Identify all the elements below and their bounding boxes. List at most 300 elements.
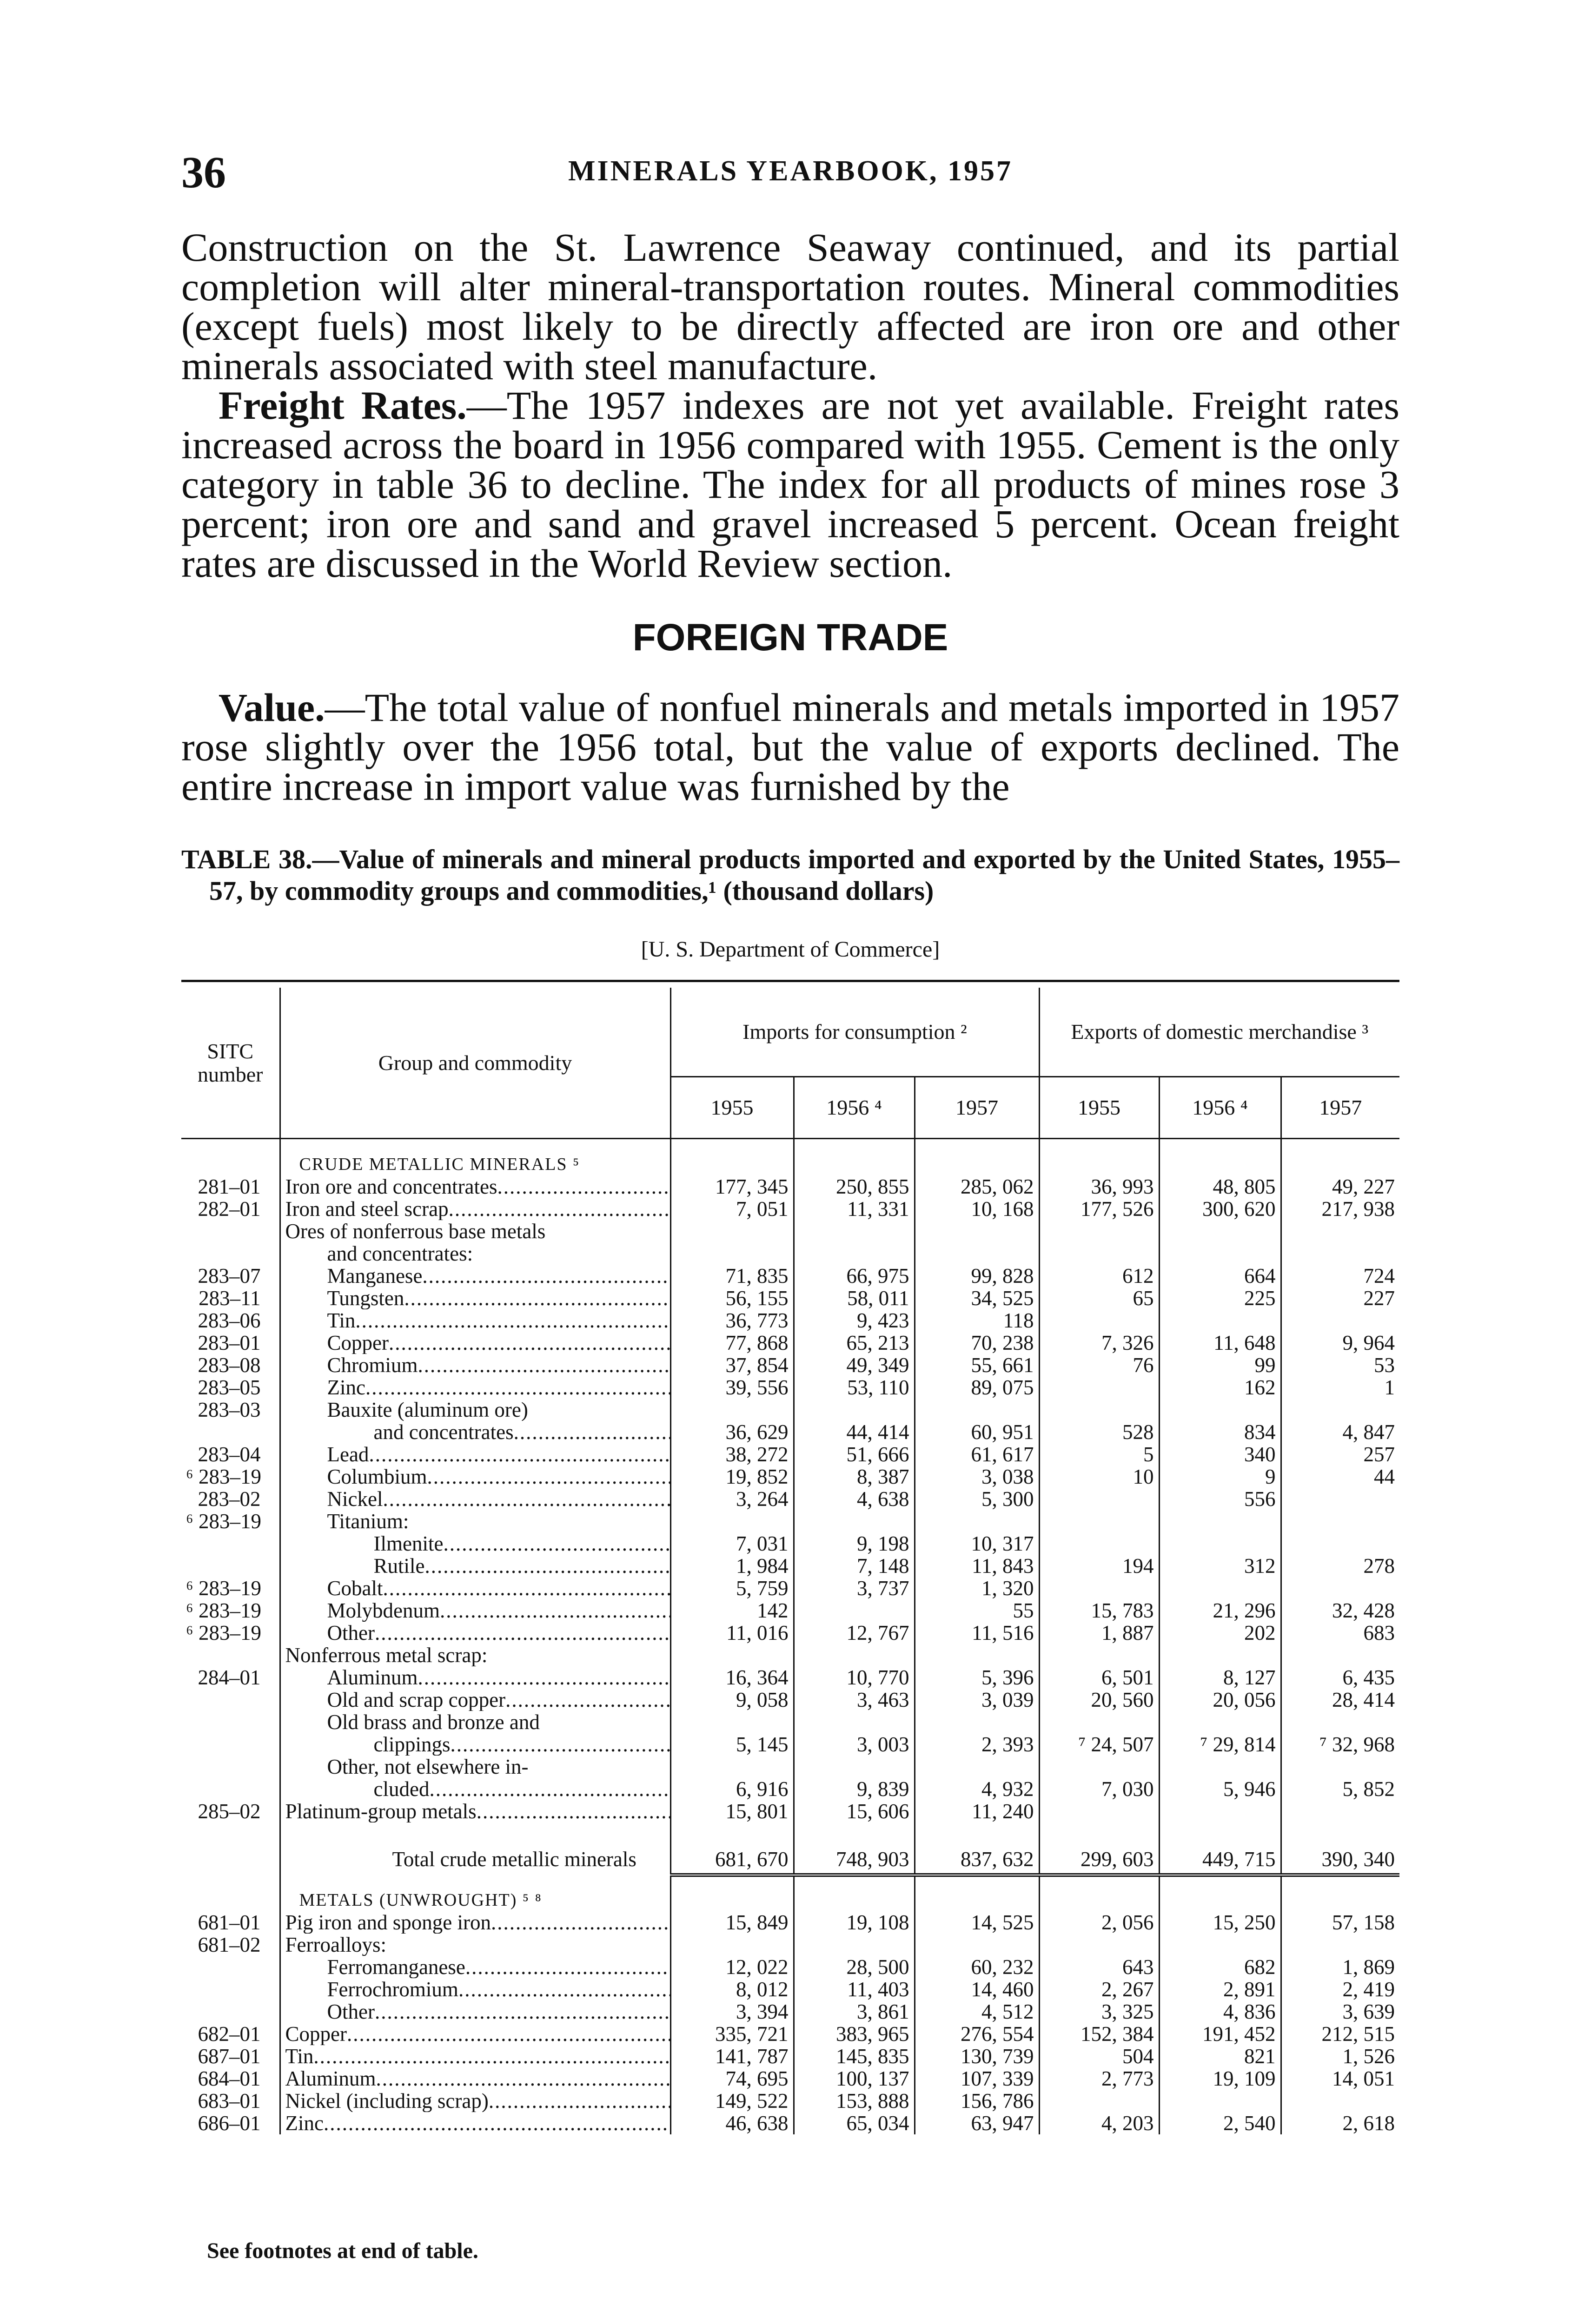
sitc-number: ⁶ 283–19 — [186, 1599, 261, 1622]
value-cell: 7, 326 — [1039, 1332, 1159, 1354]
commodity-name: Cobalt ..... — [327, 1577, 671, 1599]
commodity-name: and concentrates: — [327, 1242, 473, 1265]
commodity-name: Other ..... — [327, 2000, 671, 2023]
sitc-number: 283–11 — [199, 1287, 261, 1309]
value-cell: 4, 932 — [915, 1778, 1039, 1800]
total-value: 299, 603 — [1039, 1822, 1159, 1875]
value-cell: 141, 787 — [670, 2045, 794, 2067]
value-cell: 528 — [1039, 1421, 1159, 1443]
value-cell: 51, 666 — [794, 1443, 915, 1466]
value-cell: 5, 759 — [670, 1577, 794, 1599]
value-cell: 212, 515 — [1281, 2023, 1399, 2045]
table-row — [181, 1265, 1399, 1287]
value-cell — [1281, 1577, 1399, 1599]
sitc-number: 283–07 — [198, 1265, 261, 1287]
value-cell: 9, 058 — [670, 1689, 794, 1711]
value-cell: 71, 835 — [670, 1265, 794, 1287]
sitc-number: 282–01 — [198, 1198, 261, 1220]
value-cell: 278 — [1281, 1555, 1399, 1577]
commodity-name: Iron ore and concentrates ..... — [285, 1175, 671, 1198]
sitc-number — [181, 1644, 280, 1666]
sitc-number: 684–01 — [198, 2067, 261, 2090]
table-row — [181, 1599, 1399, 1622]
total-value: 837, 632 — [915, 1822, 1039, 1875]
commodity-name: Other, not elsewhere in- — [327, 1756, 529, 1778]
commodity-name: Chromium ..... — [327, 1354, 671, 1376]
value-cell — [1159, 2090, 1281, 2112]
commodity-name: Molybdenum ..... — [327, 1599, 671, 1622]
value-cell: 10, 770 — [794, 1666, 915, 1689]
value-cell: 11, 016 — [670, 1622, 794, 1644]
value-cell: 300, 620 — [1159, 1198, 1281, 1220]
value-cell: 1, 869 — [1281, 1956, 1399, 1978]
value-cell: 2, 056 — [1039, 1911, 1159, 1934]
sitc-number — [181, 1778, 280, 1800]
value-cell: 3, 325 — [1039, 2000, 1159, 2023]
sitc-number: 283–05 — [198, 1376, 261, 1399]
value-cell: 55 — [915, 1599, 1039, 1622]
value-cell: 149, 522 — [670, 2090, 794, 2112]
value-cell: 2, 891 — [1159, 1978, 1281, 2000]
value-cell: 191, 452 — [1159, 2023, 1281, 2045]
value-cell: 65, 034 — [794, 2112, 915, 2134]
year-header: 1956 ⁴ — [794, 1077, 915, 1139]
value-cell: ⁷ 32, 968 — [1281, 1733, 1399, 1756]
value-cell: 39, 556 — [670, 1376, 794, 1399]
value-cell: 142 — [670, 1599, 794, 1622]
value-cell: 9, 198 — [794, 1532, 915, 1555]
commodity-name: Titanium: — [327, 1510, 409, 1532]
sitc-number: 681–01 — [198, 1911, 261, 1934]
table-row — [181, 2090, 1399, 2112]
value-cell — [1159, 1577, 1281, 1599]
value-cell: 11, 648 — [1159, 1332, 1281, 1354]
value-cell: 6, 916 — [670, 1778, 794, 1800]
sitc-number — [181, 1555, 280, 1577]
total-value: 390, 340 — [1281, 1822, 1399, 1875]
value-cell: 37, 854 — [670, 1354, 794, 1376]
value-cell: 10, 168 — [915, 1198, 1039, 1220]
commodity-name: Tin ..... — [327, 1309, 671, 1332]
value-cell: 4, 203 — [1039, 2112, 1159, 2134]
sitc-number: 681–02 — [198, 1934, 261, 1956]
value-cell: 340 — [1159, 1443, 1281, 1466]
value-cell: 36, 993 — [1039, 1175, 1159, 1198]
commodity-name: Tin ..... — [285, 2045, 671, 2067]
commodity-name: and concentrates ..... — [374, 1421, 671, 1443]
table-row — [181, 1778, 1399, 1800]
value-cell — [1281, 1800, 1399, 1822]
value-cell: 28, 414 — [1281, 1689, 1399, 1711]
commodity-name: Ferroalloys: — [285, 1934, 386, 1956]
value-cell — [1039, 1488, 1159, 1510]
value-cell: 44, 414 — [794, 1421, 915, 1443]
value-cell: 335, 721 — [670, 2023, 794, 2045]
value-cell: 6, 435 — [1281, 1666, 1399, 1689]
commodity-name: Old brass and bronze and — [327, 1711, 540, 1733]
table-body — [181, 1139, 1399, 2135]
value-cell: 11, 843 — [915, 1555, 1039, 1577]
value-cell: 556 — [1159, 1488, 1281, 1510]
freight-rates-text: —The 1957 indexes are not yet available. Freight rates increased across the board in 1956 compared with 1955. Cement is the only category in table 36 to decline. The index for all products of mines rose 3 percent; iron ore and sand and gravel increased 5 percent. Ocean freight rates are discussed in the World Review section. — [181, 383, 1399, 586]
table-row — [181, 1800, 1399, 1822]
run-in-heading-value: Value. — [219, 685, 325, 730]
table-row — [181, 1644, 1399, 1666]
value-text: —The total value of nonfuel minerals and metals imported in 1957 rose slightly over the 1956 total, but the value of exports declined. The entire increase in import value was furnished by the — [181, 685, 1399, 809]
value-cell: 156, 786 — [915, 2090, 1039, 2112]
value-cell: 3, 264 — [670, 1488, 794, 1510]
value-cell: 65 — [1039, 1287, 1159, 1309]
year-header: 1956 ⁴ — [1159, 1077, 1281, 1139]
value-cell: 65, 213 — [794, 1332, 915, 1354]
paragraph-value — [181, 685, 1399, 809]
value-cell: 9 — [1159, 1466, 1281, 1488]
group-heading-row — [181, 1875, 1399, 1911]
value-cell: 11, 516 — [915, 1622, 1039, 1644]
table-row — [181, 1711, 1399, 1733]
table-row — [181, 1399, 1399, 1421]
year-header: 1957 — [1281, 1077, 1399, 1139]
table-row — [181, 1220, 1399, 1242]
group-heading: METALS (UNWROUGHT) ⁵ ⁸ — [280, 1875, 670, 1911]
table-row — [181, 2023, 1399, 2045]
value-cell — [1039, 2090, 1159, 2112]
value-cell: 118 — [915, 1309, 1039, 1332]
value-cell — [1281, 1309, 1399, 1332]
table-row — [181, 1577, 1399, 1599]
sitc-number — [181, 1711, 280, 1733]
value-cell: 4, 847 — [1281, 1421, 1399, 1443]
value-cell — [1039, 1800, 1159, 1822]
value-cell: 504 — [1039, 2045, 1159, 2067]
value-cell — [1039, 1376, 1159, 1399]
value-cell: ⁷ 29, 814 — [1159, 1733, 1281, 1756]
value-cell: 12, 767 — [794, 1622, 915, 1644]
value-cell — [1039, 1532, 1159, 1555]
sitc-number: 283–06 — [198, 1309, 261, 1332]
sitc-number: 284–01 — [198, 1666, 261, 1689]
value-cell: 5, 852 — [1281, 1778, 1399, 1800]
sitc-number: 283–03 — [198, 1399, 261, 1421]
table-row — [181, 1756, 1399, 1778]
value-cell: 312 — [1159, 1555, 1281, 1577]
value-cell — [1159, 1532, 1281, 1555]
sitc-number — [181, 1242, 280, 1265]
table-row — [181, 1466, 1399, 1488]
table-caption: TABLE 38.—Value of minerals and mineral products imported and exported by the United States, 1955–57, by commodity groups and commodities,¹ (thousand dollars) — [181, 844, 1399, 906]
total-row — [181, 1822, 1399, 1875]
table-row — [181, 1175, 1399, 1198]
commodity-name: Ilmenite ..... — [374, 1532, 671, 1555]
value-cell: 28, 500 — [794, 1956, 915, 1978]
value-cell: 202 — [1159, 1622, 1281, 1644]
table-source: [U. S. Department of Commerce] — [641, 937, 940, 962]
commodity-name: Aluminum ..... — [285, 2067, 671, 2090]
value-cell: 3, 003 — [794, 1733, 915, 1756]
sitc-number — [181, 1532, 280, 1555]
sitc-number: 683–01 — [198, 2090, 261, 2112]
year-header: 1957 — [915, 1077, 1039, 1139]
commodity-name: Other ..... — [327, 1622, 671, 1644]
table-row — [181, 2000, 1399, 2023]
commodity-name: Manganese ..... — [327, 1265, 671, 1287]
value-cell: 257 — [1281, 1443, 1399, 1466]
value-cell: 32, 428 — [1281, 1599, 1399, 1622]
value-cell: 49, 227 — [1281, 1175, 1399, 1198]
commodity-name: Columbium ..... — [327, 1466, 671, 1488]
value-cell: 153, 888 — [794, 2090, 915, 2112]
value-cell: 12, 022 — [670, 1956, 794, 1978]
value-cell: 53, 110 — [794, 1376, 915, 1399]
value-cell: 5, 300 — [915, 1488, 1039, 1510]
sitc-number: 285–02 — [198, 1800, 261, 1822]
sitc-number — [181, 1689, 280, 1711]
value-cell: 15, 783 — [1039, 1599, 1159, 1622]
column-header-sitc: SITC number — [181, 988, 280, 1139]
value-cell: 15, 250 — [1159, 1911, 1281, 1934]
value-cell: 9, 964 — [1281, 1332, 1399, 1354]
commodity-name: Copper ..... — [285, 2023, 671, 2045]
value-cell: 60, 232 — [915, 1956, 1039, 1978]
value-cell: 10 — [1039, 1466, 1159, 1488]
value-cell: 612 — [1039, 1265, 1159, 1287]
value-cell: 194 — [1039, 1555, 1159, 1577]
table-row — [181, 1421, 1399, 1443]
value-cell: 177, 345 — [670, 1175, 794, 1198]
sitc-number — [181, 2000, 280, 2023]
sitc-number: 283–08 — [198, 1354, 261, 1376]
value-cell: 643 — [1039, 1956, 1159, 1978]
value-cell: 834 — [1159, 1421, 1281, 1443]
commodity-name: Rutile ..... — [374, 1555, 671, 1577]
sitc-number: 283–04 — [198, 1443, 261, 1466]
value-cell: 683 — [1281, 1622, 1399, 1644]
commodity-name: Pig iron and sponge iron ..... — [285, 1911, 671, 1934]
value-cell: 11, 240 — [915, 1800, 1039, 1822]
table-row — [181, 1622, 1399, 1644]
run-in-heading-freight: Freight Rates. — [219, 383, 467, 428]
value-cell: 60, 951 — [915, 1421, 1039, 1443]
value-cell: 74, 695 — [670, 2067, 794, 2090]
commodity-name: Zinc ..... — [327, 1376, 671, 1399]
column-header-commodity: Group and commodity — [280, 988, 670, 1139]
value-cell: 19, 109 — [1159, 2067, 1281, 2090]
value-cell: 3, 394 — [670, 2000, 794, 2023]
commodity-name: Tungsten ..... — [327, 1287, 671, 1309]
value-cell: 48, 805 — [1159, 1175, 1281, 1198]
value-cell: 9, 423 — [794, 1309, 915, 1332]
table-top-rule — [181, 980, 1399, 982]
value-cell: 227 — [1281, 1287, 1399, 1309]
value-cell: 3, 639 — [1281, 2000, 1399, 2023]
total-value: 449, 715 — [1159, 1822, 1281, 1875]
value-cell: 177, 526 — [1039, 1198, 1159, 1220]
commodity-name: Ores of nonferrous base metals — [285, 1220, 546, 1242]
value-cell: 250, 855 — [794, 1175, 915, 1198]
table-footnote: See footnotes at end of table. — [207, 2238, 478, 2263]
value-cell — [1281, 1488, 1399, 1510]
sitc-number — [181, 1733, 280, 1756]
page-number: 36 — [181, 147, 226, 197]
value-cell: 217, 938 — [1281, 1198, 1399, 1220]
commodity-name: Nickel ..... — [327, 1488, 671, 1510]
total-value: 748, 903 — [794, 1822, 915, 1875]
table-row — [181, 1332, 1399, 1354]
table-row — [181, 1376, 1399, 1399]
paragraph-freight-rates — [181, 383, 1399, 586]
value-cell: 36, 629 — [670, 1421, 794, 1443]
value-cell: 4, 512 — [915, 2000, 1039, 2023]
value-cell — [1159, 1800, 1281, 1822]
value-cell: 8, 387 — [794, 1466, 915, 1488]
value-cell: 15, 801 — [670, 1800, 794, 1822]
year-header: 1955 — [1039, 1077, 1159, 1139]
value-cell: 55, 661 — [915, 1354, 1039, 1376]
paragraph-seaway: Construction on the St. Lawrence Seaway continued, and its partial completion will alter mineral-transportation routes. Mineral commodities (except fuels) most likely to be directly affected are iron ore and other minerals associated with steel manufacture. — [181, 225, 1399, 388]
total-label: Total crude metallic minerals — [280, 1822, 670, 1875]
table-row — [181, 1309, 1399, 1332]
sitc-number: 687–01 — [198, 2045, 261, 2067]
value-cell: 76 — [1039, 1354, 1159, 1376]
total-value: 681, 670 — [670, 1822, 794, 1875]
table-row — [181, 1532, 1399, 1555]
value-cell: 20, 560 — [1039, 1689, 1159, 1711]
value-cell: 16, 364 — [670, 1666, 794, 1689]
table-row — [181, 2045, 1399, 2067]
table-row — [181, 1242, 1399, 1265]
value-cell: 5, 946 — [1159, 1778, 1281, 1800]
value-cell — [1159, 1309, 1281, 1332]
sitc-number: ⁶ 283–19 — [186, 1510, 261, 1532]
value-cell: 152, 384 — [1039, 2023, 1159, 2045]
value-cell: ⁷ 24, 507 — [1039, 1733, 1159, 1756]
table-row — [181, 1934, 1399, 1956]
table-row — [181, 1488, 1399, 1510]
value-cell: 3, 861 — [794, 2000, 915, 2023]
sitc-number: 686–01 — [198, 2112, 261, 2134]
value-cell: 7, 030 — [1039, 1778, 1159, 1800]
table-row — [181, 1354, 1399, 1376]
value-cell: 49, 349 — [794, 1354, 915, 1376]
value-cell: 1 — [1281, 1376, 1399, 1399]
commodity-name: Nickel (including scrap) ..... — [285, 2090, 671, 2112]
commodity-name: clippings ..... — [374, 1733, 671, 1756]
commodity-name: Iron and steel scrap ..... — [285, 1198, 671, 1220]
value-cell: 14, 460 — [915, 1978, 1039, 2000]
value-cell: 58, 011 — [794, 1287, 915, 1309]
value-cell: 145, 835 — [794, 2045, 915, 2067]
year-header: 1955 — [670, 1077, 794, 1139]
value-cell: 19, 852 — [670, 1466, 794, 1488]
value-cell: 682 — [1159, 1956, 1281, 1978]
value-cell: 7, 148 — [794, 1555, 915, 1577]
value-cell: 36, 773 — [670, 1309, 794, 1332]
value-cell — [1281, 2090, 1399, 2112]
column-header-imports: Imports for consumption ² — [670, 988, 1039, 1077]
commodity-name: Nonferrous metal scrap: — [285, 1644, 488, 1666]
value-cell: 14, 051 — [1281, 2067, 1399, 2090]
value-cell: 100, 137 — [794, 2067, 915, 2090]
sitc-number: 283–01 — [198, 1332, 261, 1354]
value-cell: 5, 396 — [915, 1666, 1039, 1689]
running-head — [181, 146, 1399, 198]
group-heading-row — [181, 1139, 1399, 1176]
value-cell — [1281, 1532, 1399, 1555]
value-cell: 11, 331 — [794, 1198, 915, 1220]
value-cell: 99 — [1159, 1354, 1281, 1376]
table-row — [181, 1689, 1399, 1711]
value-cell: 664 — [1159, 1265, 1281, 1287]
sitc-number: 682–01 — [198, 2023, 261, 2045]
body-text-block-1 — [181, 225, 1399, 586]
body-text-block-2 — [181, 685, 1399, 809]
value-cell: 6, 501 — [1039, 1666, 1159, 1689]
value-cell — [1039, 1309, 1159, 1332]
commodity-name: Lead ..... — [327, 1443, 671, 1466]
sitc-number — [181, 1421, 280, 1443]
running-title: MINERALS YEARBOOK, 1957 — [568, 155, 1013, 187]
sitc-number: ⁶ 283–19 — [186, 1622, 261, 1644]
value-cell: 8, 012 — [670, 1978, 794, 2000]
value-cell: 2, 618 — [1281, 2112, 1399, 2134]
table-row — [181, 1978, 1399, 2000]
commodity-name: Old and scrap copper ..... — [327, 1689, 671, 1711]
value-cell: 56, 155 — [670, 1287, 794, 1309]
value-cell: 15, 606 — [794, 1800, 915, 1822]
table-row — [181, 1443, 1399, 1466]
value-cell: 3, 039 — [915, 1689, 1039, 1711]
table-row — [181, 1733, 1399, 1756]
value-cell: 21, 296 — [1159, 1599, 1281, 1622]
table-row — [181, 1956, 1399, 1978]
sitc-number — [181, 1978, 280, 2000]
value-cell: 1, 526 — [1281, 2045, 1399, 2067]
value-cell: 1, 320 — [915, 1577, 1039, 1599]
table-row — [181, 1911, 1399, 1934]
value-cell: 66, 975 — [794, 1265, 915, 1287]
value-cell: 10, 317 — [915, 1532, 1039, 1555]
value-cell: 724 — [1281, 1265, 1399, 1287]
value-cell: 276, 554 — [915, 2023, 1039, 2045]
value-cell: 57, 158 — [1281, 1911, 1399, 1934]
value-cell: 8, 127 — [1159, 1666, 1281, 1689]
value-cell: 2, 419 — [1281, 1978, 1399, 2000]
sitc-number: 283–02 — [198, 1488, 261, 1510]
value-cell: 53 — [1281, 1354, 1399, 1376]
value-cell: 3, 463 — [794, 1689, 915, 1711]
table-row — [181, 2067, 1399, 2090]
value-cell: 20, 056 — [1159, 1689, 1281, 1711]
value-cell: 63, 947 — [915, 2112, 1039, 2134]
value-cell: 2, 540 — [1159, 2112, 1281, 2134]
commodity-name: Ferrochromium ..... — [327, 1978, 671, 2000]
value-cell: 3, 038 — [915, 1466, 1039, 1488]
value-cell: 2, 267 — [1039, 1978, 1159, 2000]
table-row — [181, 1198, 1399, 1220]
value-cell: 14, 525 — [915, 1911, 1039, 1934]
commodity-name: Platinum-group metals ..... — [285, 1800, 671, 1822]
value-cell: 61, 617 — [915, 1443, 1039, 1466]
value-cell: 70, 238 — [915, 1332, 1039, 1354]
value-cell: 7, 051 — [670, 1198, 794, 1220]
commodity-name: Aluminum ..... — [327, 1666, 671, 1689]
value-cell: 107, 339 — [915, 2067, 1039, 2090]
value-cell: 15, 849 — [670, 1911, 794, 1934]
value-cell: 38, 272 — [670, 1443, 794, 1466]
value-cell — [794, 1599, 915, 1622]
sitc-number: ⁶ 283–19 — [186, 1577, 261, 1599]
value-cell: 11, 403 — [794, 1978, 915, 2000]
